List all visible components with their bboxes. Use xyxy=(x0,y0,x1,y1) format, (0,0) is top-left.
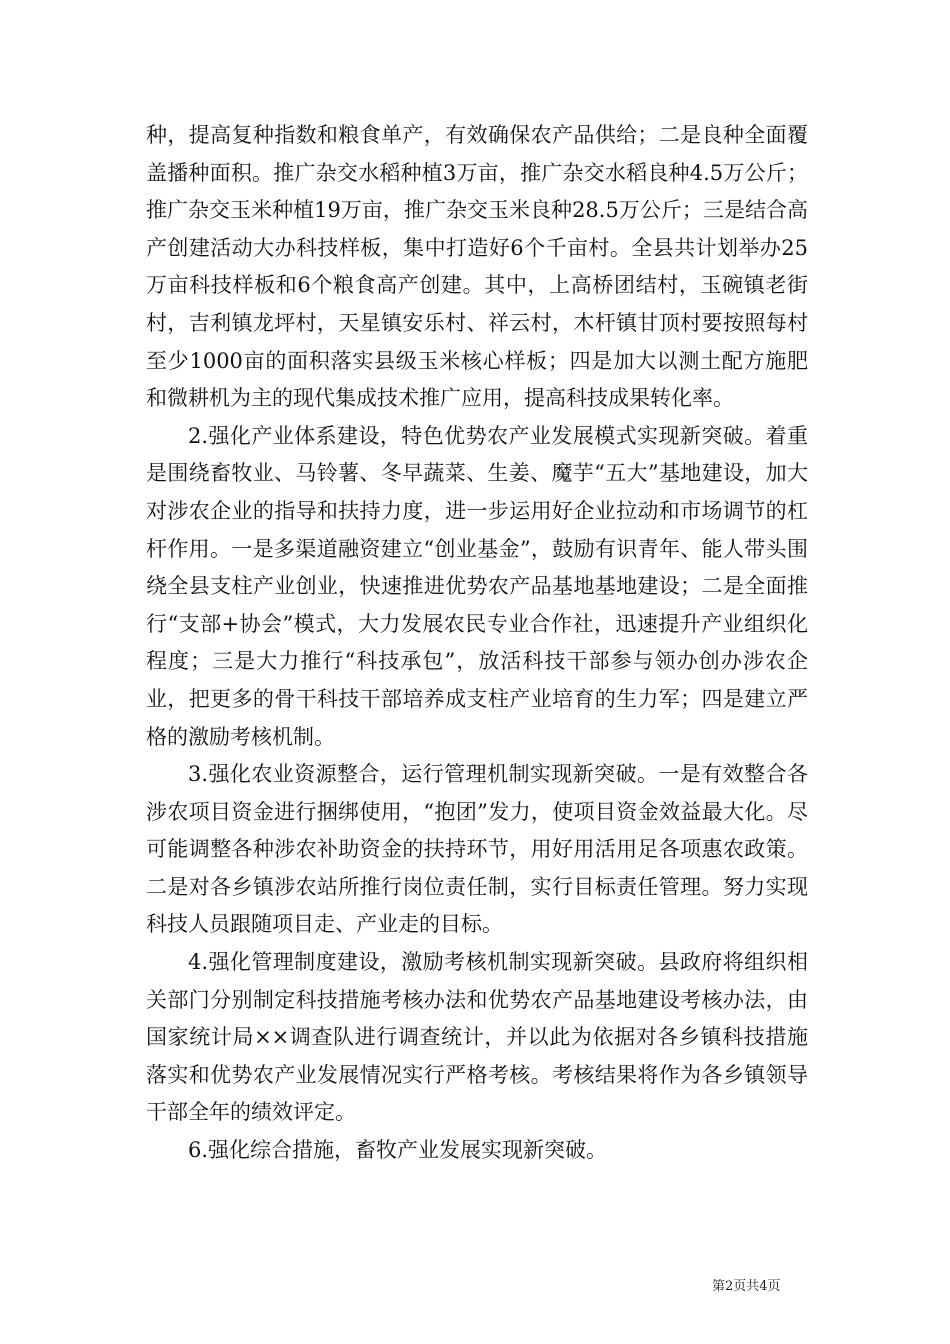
paragraph-continued: 种，提高复种指数和粮食单产，有效确保农产品供给；二是良种全面覆盖播种面积。推广杂交水稻种植3万亩，推广杂交水稻良种4.5万公斤；推广杂交玉米种植19万亩，推广杂交玉米良种28.5万公斤；三是结合高产创建活动大办科技样板，集中打造好6个千亩村。全县共计划举办25万亩科技样板和6个粮食高产创建。其中，上高桥团结村，玉碗镇老街村，吉利镇龙坪村，天星镇安乐村、祥云村，木杆镇甘顶村要按照每村至少1000亩的面积落实县级玉米核心样板；四是加大以测土配方施肥和微耕机为主的现代集成技术推广应用，提高科技成果转化率。 xyxy=(146,123,808,411)
paragraph-section-6: 6.强化综合措施，畜牧产业发展实现新突破。 xyxy=(188,1138,608,1163)
page-number-footer: 第2页共4页 xyxy=(712,1279,781,1294)
paragraph-section-4: 4.强化管理制度建设，激励考核机制实现新突破。县政府将组织相关部门分别制定科技措施考核办法和优势农产品基地建设考核办法，由国家统计局××调查队进行调查统计，并以此为依据对各乡镇科技措施落实和优势农产业发展情况实行严格考核。考核结果将作为各乡镇领导干部全年的绩效评定。 xyxy=(146,950,808,1125)
paragraph-section-2: 2.强化产业体系建设，特色优势农产业发展模式实现新突破。着重是围绕畜牧业、马铃薯、冬早蔬菜、生姜、魔芋“五大”基地建设，加大对涉农企业的指导和扶持力度，进一步运用好企业拉动和市场调节的杠杆作用。一是多渠道融资建立“创业基金”，鼓励有识青年、能人带头围绕全县支柱产业创业，快速推进优势农产品基地基地建设；二是全面推行“支部+协会”模式，大力发展农民专业合作社，迅速提升产业组织化程度；三是大力推行“科技承包”，放活科技干部参与领办创办涉农企业，把更多的骨干科技干部培养成支柱产业培育的生力军；四是建立严格的激励考核机制。 xyxy=(146,423,808,749)
document-body xyxy=(146,117,808,1170)
paragraph-section-3: 3.强化农业资源整合，运行管理机制实现新突破。一是有效整合各涉农项目资金进行捆绑使用，“抱团”发力，使项目资金效益最大化。尽可能调整各种涉农补助资金的扶持环节，用好用活用足各项惠农政策。二是对各乡镇涉农站所推行岗位责任制，实行目标责任管理。努力实现科技人员跟随项目走、产业走的目标。 xyxy=(146,762,808,937)
